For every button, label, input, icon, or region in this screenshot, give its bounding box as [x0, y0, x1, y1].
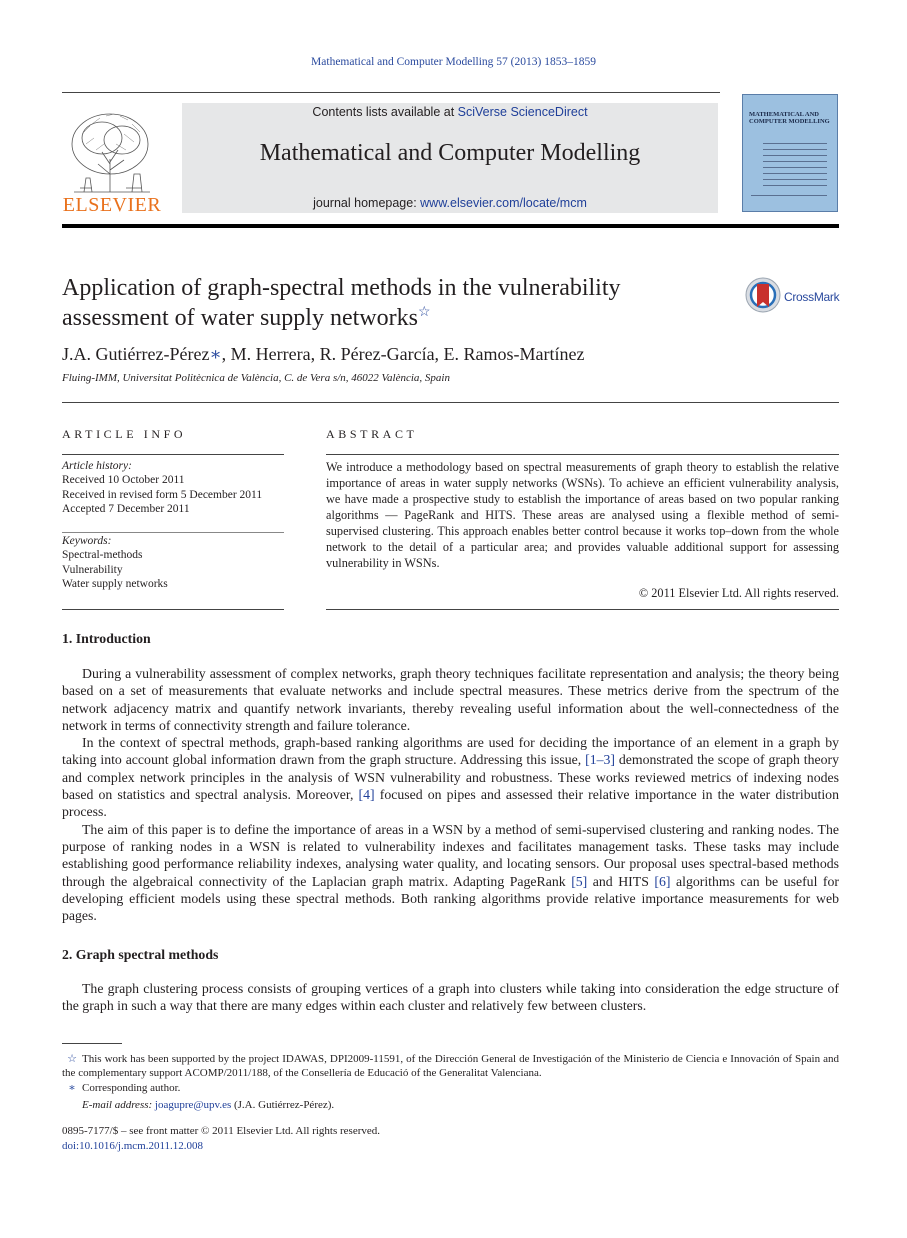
citation-link[interactable]: [5]: [571, 873, 588, 889]
publisher-wordmark: ELSEVIER: [62, 194, 162, 216]
keywords: [62, 534, 284, 591]
paragraph-text: The aim of this paper is to define the importance of areas in a WSN by a method of semi-supervised clustering and ranking nodes. The purpose of ranking nodes in a WSN is related to vulnerability indexes and facilitates management tasks. These tasks may include establishing good performance reliability indexes, analysing water quality, and locating sensors. Our proposal uses spectral-based methods through the algebraical connectivity of the Laplacian graph matrix. Adapting PageRank: [62, 821, 839, 889]
divider: [326, 609, 839, 610]
divider: [62, 454, 284, 455]
paragraph: The graph clustering process consists of grouping vertices of a graph into clusters while taking into consideration the edge structure of the graph in such a way that there are many edges within each cluster and relatively few between clusters.: [62, 981, 839, 1014]
keyword-item: Vulnerability: [62, 563, 123, 576]
divider: [62, 609, 284, 610]
footnote-funding: [62, 1052, 839, 1081]
paragraph: [62, 821, 839, 925]
paragraph-text: demonstrated the scope of graph theory and complex network principles in the analysis of WSN vulnerability and robustness. These works reviewed metrics of indexing nodes based on statistics and spectral analysis. Moreover,: [62, 752, 839, 803]
crossmark-icon[interactable]: [745, 277, 781, 313]
homepage-prefix: journal homepage:: [313, 196, 421, 210]
doi-link[interactable]: doi:10.1016/j.mcm.2011.12.008: [62, 1140, 204, 1152]
footnote-text: Corresponding author.: [82, 1082, 181, 1094]
divider: [62, 402, 839, 403]
corresponding-author-mark[interactable]: ∗: [209, 344, 222, 364]
history-label: Article history:: [62, 460, 132, 472]
article-title: [62, 273, 722, 333]
article-info-heading: ARTICLE INFO: [62, 427, 187, 441]
abstract-heading: ABSTRACT: [326, 427, 418, 441]
footnote-rule: [62, 1043, 122, 1044]
abstract-text: We introduce a methodology based on spectral measurements of graph theory to establish the relative importance of areas in water supply networks (WSNs). To achieve an efficient vulnerability analysis, we have made a prospective study to establish the importance of areas based on two popular ranking algorithms — PageRank and HITS. These areas are analysed using a flexible method of semi-supervised clustering. This approach enables better control because it works top–down from the whole network to the detail of a particular area; and provides valuable additional support for assessing vulnerability in WSNs.: [326, 460, 839, 570]
affiliation: Fluing-IMM, Universitat Politècnica de València, C. de Vera s/n, 46022 València, Spain: [62, 372, 450, 384]
crossmark-label[interactable]: CrossMark: [784, 290, 840, 304]
citation-link[interactable]: [4]: [358, 787, 375, 803]
journal-title: Mathematical and Computer Modelling: [259, 140, 641, 166]
section-body-graph-spectral: [62, 980, 839, 1015]
paragraph-text: and HITS: [587, 873, 655, 889]
paragraph-text: focused on pipes and assessed their relative importance in the water distribution process.: [62, 787, 839, 820]
section-heading-graph-spectral: 2. Graph spectral methods: [62, 947, 219, 962]
footnote-text: This work has been supported by the project IDAWAS, DPI2009-11591, of the Dirección General de Investigación of the Ministerio de Ciencia e Innovación of Spain and the complementary support ACOMP/2011/188, of the Consellería de Educació of the Generalitat Valenciana.: [62, 1053, 839, 1080]
section-body-introduction: [62, 665, 839, 924]
top-rule: [62, 92, 720, 93]
email-link[interactable]: joagupre@upv.es: [154, 1099, 232, 1111]
keyword-item: Water supply networks: [62, 577, 168, 590]
footnote-email: [62, 1098, 839, 1112]
divider: [62, 532, 284, 533]
citation-link[interactable]: [6]: [654, 873, 671, 889]
sciencedirect-link[interactable]: SciVerse ScienceDirect: [457, 105, 588, 119]
paragraph-text: In the context of spectral methods, graph-based ranking algorithms are used for deciding the importance of an element in a graph by taking into account global information drawn from the graph structure. Addressing this issue,: [62, 735, 839, 768]
history-received: Received 10 October 2011: [62, 474, 185, 487]
article-history: [62, 459, 284, 516]
divider: [326, 454, 839, 455]
journal-cover-thumbnail: [742, 94, 838, 212]
cover-title: MATHEMATICAL AND COMPUTER MODELLING: [749, 111, 830, 125]
paragraph: [62, 734, 839, 820]
footnote-mark: ∗: [68, 1082, 76, 1094]
issn-line: 0895-7177/$ – see front matter © 2011 Elsevier Ltd. All rights reserved.: [62, 1125, 381, 1137]
history-accepted: Accepted 7 December 2011: [62, 502, 190, 515]
contents-prefix: Contents lists available at: [312, 105, 458, 119]
contents-line: [182, 105, 718, 119]
author-list: [62, 344, 585, 365]
email-label: E-mail address:: [82, 1099, 153, 1111]
homepage-link[interactable]: www.elsevier.com/locate/mcm: [420, 196, 587, 210]
author-name: , M. Herrera, R. Pérez-García, E. Ramos-Martínez: [221, 344, 585, 364]
header-thick-rule: [62, 224, 839, 228]
footnote-mark: ☆: [67, 1053, 77, 1065]
citation-link[interactable]: [1–3]: [585, 752, 616, 768]
footnote-corresponding: [62, 1081, 839, 1095]
paragraph-text: algorithms can be useful for developing efficient models using these spectral methods. Both ranking algorithms provide relative importance measurements for web pages.: [62, 873, 840, 924]
keyword-item: Spectral-methods: [62, 549, 143, 562]
email-owner: (J.A. Gutiérrez-Pérez).: [231, 1099, 335, 1111]
section-heading-introduction: 1. Introduction: [62, 631, 151, 646]
running-head: Mathematical and Computer Modelling 57 (2013) 1853–1859: [311, 56, 596, 68]
history-revised: Received in revised form 5 December 2011: [62, 488, 263, 501]
paragraph: During a vulnerability assessment of complex networks, graph theory techniques facilitate representation and analysis; the theory being based on a set of measurements that evaluate networks and include spectral measures. These metrics derive from the spectrum of the network adjacency matrix and quantify network invariants, thereby revealing useful information about the well-connectedness of the network in terms of connectivity strength and failure tolerance.: [62, 666, 839, 733]
keywords-label: Keywords:: [62, 535, 112, 547]
abstract-copyright: © 2011 Elsevier Ltd. All rights reserved.: [638, 586, 839, 600]
title-footnote-mark[interactable]: ☆: [417, 305, 431, 320]
article-title-text: Application of graph-spectral methods in the vulnerability assessment of water supply networks: [62, 275, 621, 331]
author-name[interactable]: J.A. Gutiérrez-Pérez: [62, 344, 210, 364]
homepage-line: [182, 196, 718, 210]
